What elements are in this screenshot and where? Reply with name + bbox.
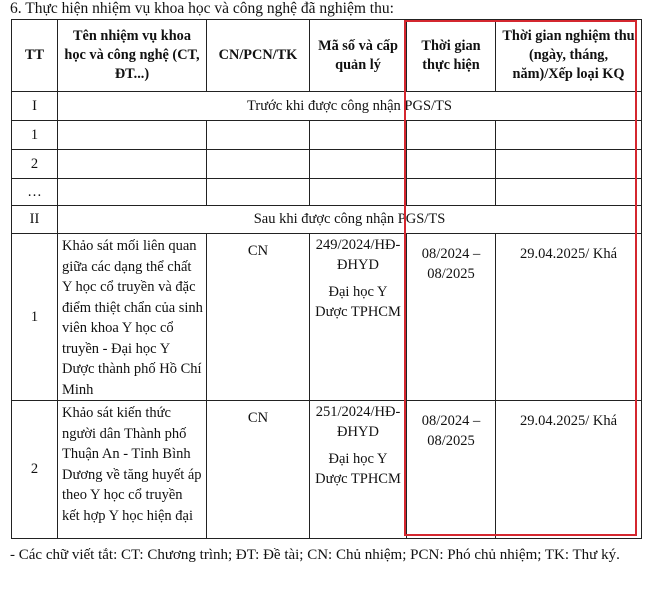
header-role: CN/PCN/TK (207, 20, 310, 92)
row-number: 1 (12, 234, 58, 401)
row-number: … (12, 179, 58, 206)
task-result: 29.04.2025/ Khá (496, 234, 642, 401)
header-tt: TT (12, 20, 58, 92)
section-label: Sau khi được công nhận PGS/TS (58, 206, 642, 234)
task-code (310, 401, 407, 539)
header-time: Thời gian thực hiện (407, 20, 496, 92)
table-header-row (12, 20, 642, 92)
row-number: 2 (12, 150, 58, 179)
section-row-before (12, 92, 642, 121)
task-code (310, 234, 407, 401)
table-row (12, 234, 642, 401)
section-number: II (12, 206, 58, 234)
task-role: CN (207, 234, 310, 401)
row-number: 1 (12, 121, 58, 150)
task-time: 08/2024 – 08/2025 (407, 234, 496, 401)
header-result: Thời gian nghiệm thu (ngày, tháng, năm)/Xếp loại KQ (496, 20, 642, 92)
header-task-name: Tên nhiệm vụ khoa học và công nghệ (CT, ĐT...) (58, 20, 207, 92)
abbreviations-footnote: - Các chữ viết tắt: CT: Chương trình; ĐT: Đề tài; CN: Chủ nhiệm; PCN: Phó chủ nhiệm; TK: Thư ký. (10, 547, 620, 563)
section-number: I (12, 92, 58, 121)
research-tasks-table (11, 19, 642, 539)
section-row-after (12, 206, 642, 234)
task-code-org: Đại học Y Dược TPHCM (315, 451, 401, 487)
header-code: Mã số và cấp quản lý (310, 20, 407, 92)
section-label: Trước khi được công nhận PGS/TS (58, 92, 642, 121)
task-code-org: Đại học Y Dược TPHCM (315, 284, 401, 320)
task-name: Khảo sát kiến thức người dân Thành phố Thuận An - Tỉnh Bình Dương về tăng huyết áp theo Y học cổ truyền kết hợp Y học hiện đại (58, 401, 207, 539)
task-time: 08/2024 – 08/2025 (407, 401, 496, 539)
task-code-number: 249/2024/HĐ-ĐHYD (315, 237, 401, 273)
row-number: 2 (12, 401, 58, 539)
task-result: 29.04.2025/ Khá (496, 401, 642, 539)
task-role: CN (207, 401, 310, 539)
table-row (12, 150, 642, 179)
section-heading: 6. Thực hiện nhiệm vụ khoa học và công nghệ đã nghiệm thu: (10, 0, 394, 17)
table-row (12, 121, 642, 150)
table-row (12, 179, 642, 206)
table-row (12, 401, 642, 539)
task-code-number: 251/2024/HĐ-ĐHYD (315, 404, 401, 440)
task-name: Khảo sát mối liên quan giữa các dạng thể chất Y học cổ truyền và đặc điểm thiệt chẩn của sinh viên khoa Y học cổ truyền - Đại học Y Dược thành phố Hồ Chí Minh (58, 234, 207, 401)
